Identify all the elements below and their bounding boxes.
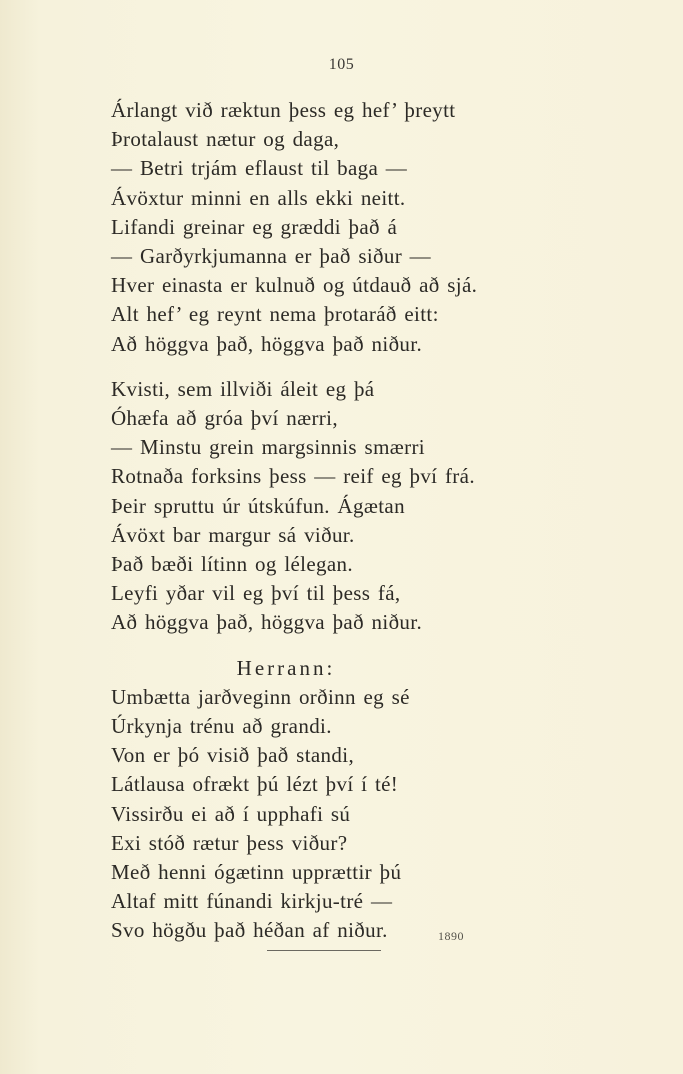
poem-line: Þeir spruttu úr útskúfun. Ágætan <box>111 493 405 518</box>
poem-line: — Garðyrkjumanna er það siður — <box>111 244 432 269</box>
poem-line: Umbætta jarðveginn orðinn eg sé <box>111 684 410 709</box>
poem-line: Von er þó visið það standi, <box>111 743 355 768</box>
poem-line: Hver einasta er kulnuð og útdauð að sjá. <box>111 273 478 298</box>
page-number: 105 <box>328 56 355 73</box>
stanza-1 <box>111 96 571 359</box>
poem-line: Með henni ógætinn upprættir þú <box>111 860 402 885</box>
poem-line: Óhæfa að gróa því nærri, <box>111 406 338 431</box>
poem-line: Altaf mitt fúnandi kirkju-tré — <box>111 889 393 914</box>
poem <box>111 96 571 946</box>
poem-line: Úrkynja trénu að grandi. <box>111 714 332 739</box>
poem-line: Leyfi yðar vil eg því til þess fá, <box>111 581 401 606</box>
poem-line: Rotnaða forksins þess — reif eg því frá. <box>111 464 475 489</box>
poem-line: Árlangt við ræktun þess eg hef’ þreytt <box>111 98 456 122</box>
stanza-3 <box>111 654 571 946</box>
poem-line: Alt hef’ eg reynt nema þrotaráð eitt: <box>111 302 439 327</box>
poem-line: Lifandi greinar eg græddi það á <box>111 214 398 239</box>
poem-line: Ávöxtur minni en alls ekki neitt. <box>111 185 406 210</box>
stanza-2 <box>111 375 571 638</box>
poem-line: — Minstu grein margsinnis smærri <box>111 435 425 460</box>
end-rule-divider <box>267 950 381 951</box>
poem-line: Það bæði lítinn og lélegan. <box>111 552 354 577</box>
poem-line: Að höggva það, höggva það niður. <box>111 610 423 635</box>
poem-line: Exi stóð rætur þess viður? <box>111 830 348 855</box>
poem-line: Vissirðu ei að í upphafi sú <box>111 801 351 826</box>
poem-line: Kvisti, sem illviði áleit eg þá <box>111 376 375 401</box>
poem-line: Þrotalaust nætur og daga, <box>111 127 340 152</box>
speaker-heading: Herrann: <box>236 655 336 680</box>
poem-line: Látlausa ofrækt þú lézt því í té! <box>111 772 399 797</box>
poem-line: — Betri trjám eflaust til baga — <box>111 156 408 181</box>
poem-date: 1890 <box>438 929 464 943</box>
poem-line: Að höggva það, höggva það niður. <box>111 331 423 356</box>
poem-line: Ávöxt bar margur sá viður. <box>111 522 355 547</box>
poem-line: Svo högðu það héðan af niður. <box>111 918 388 943</box>
